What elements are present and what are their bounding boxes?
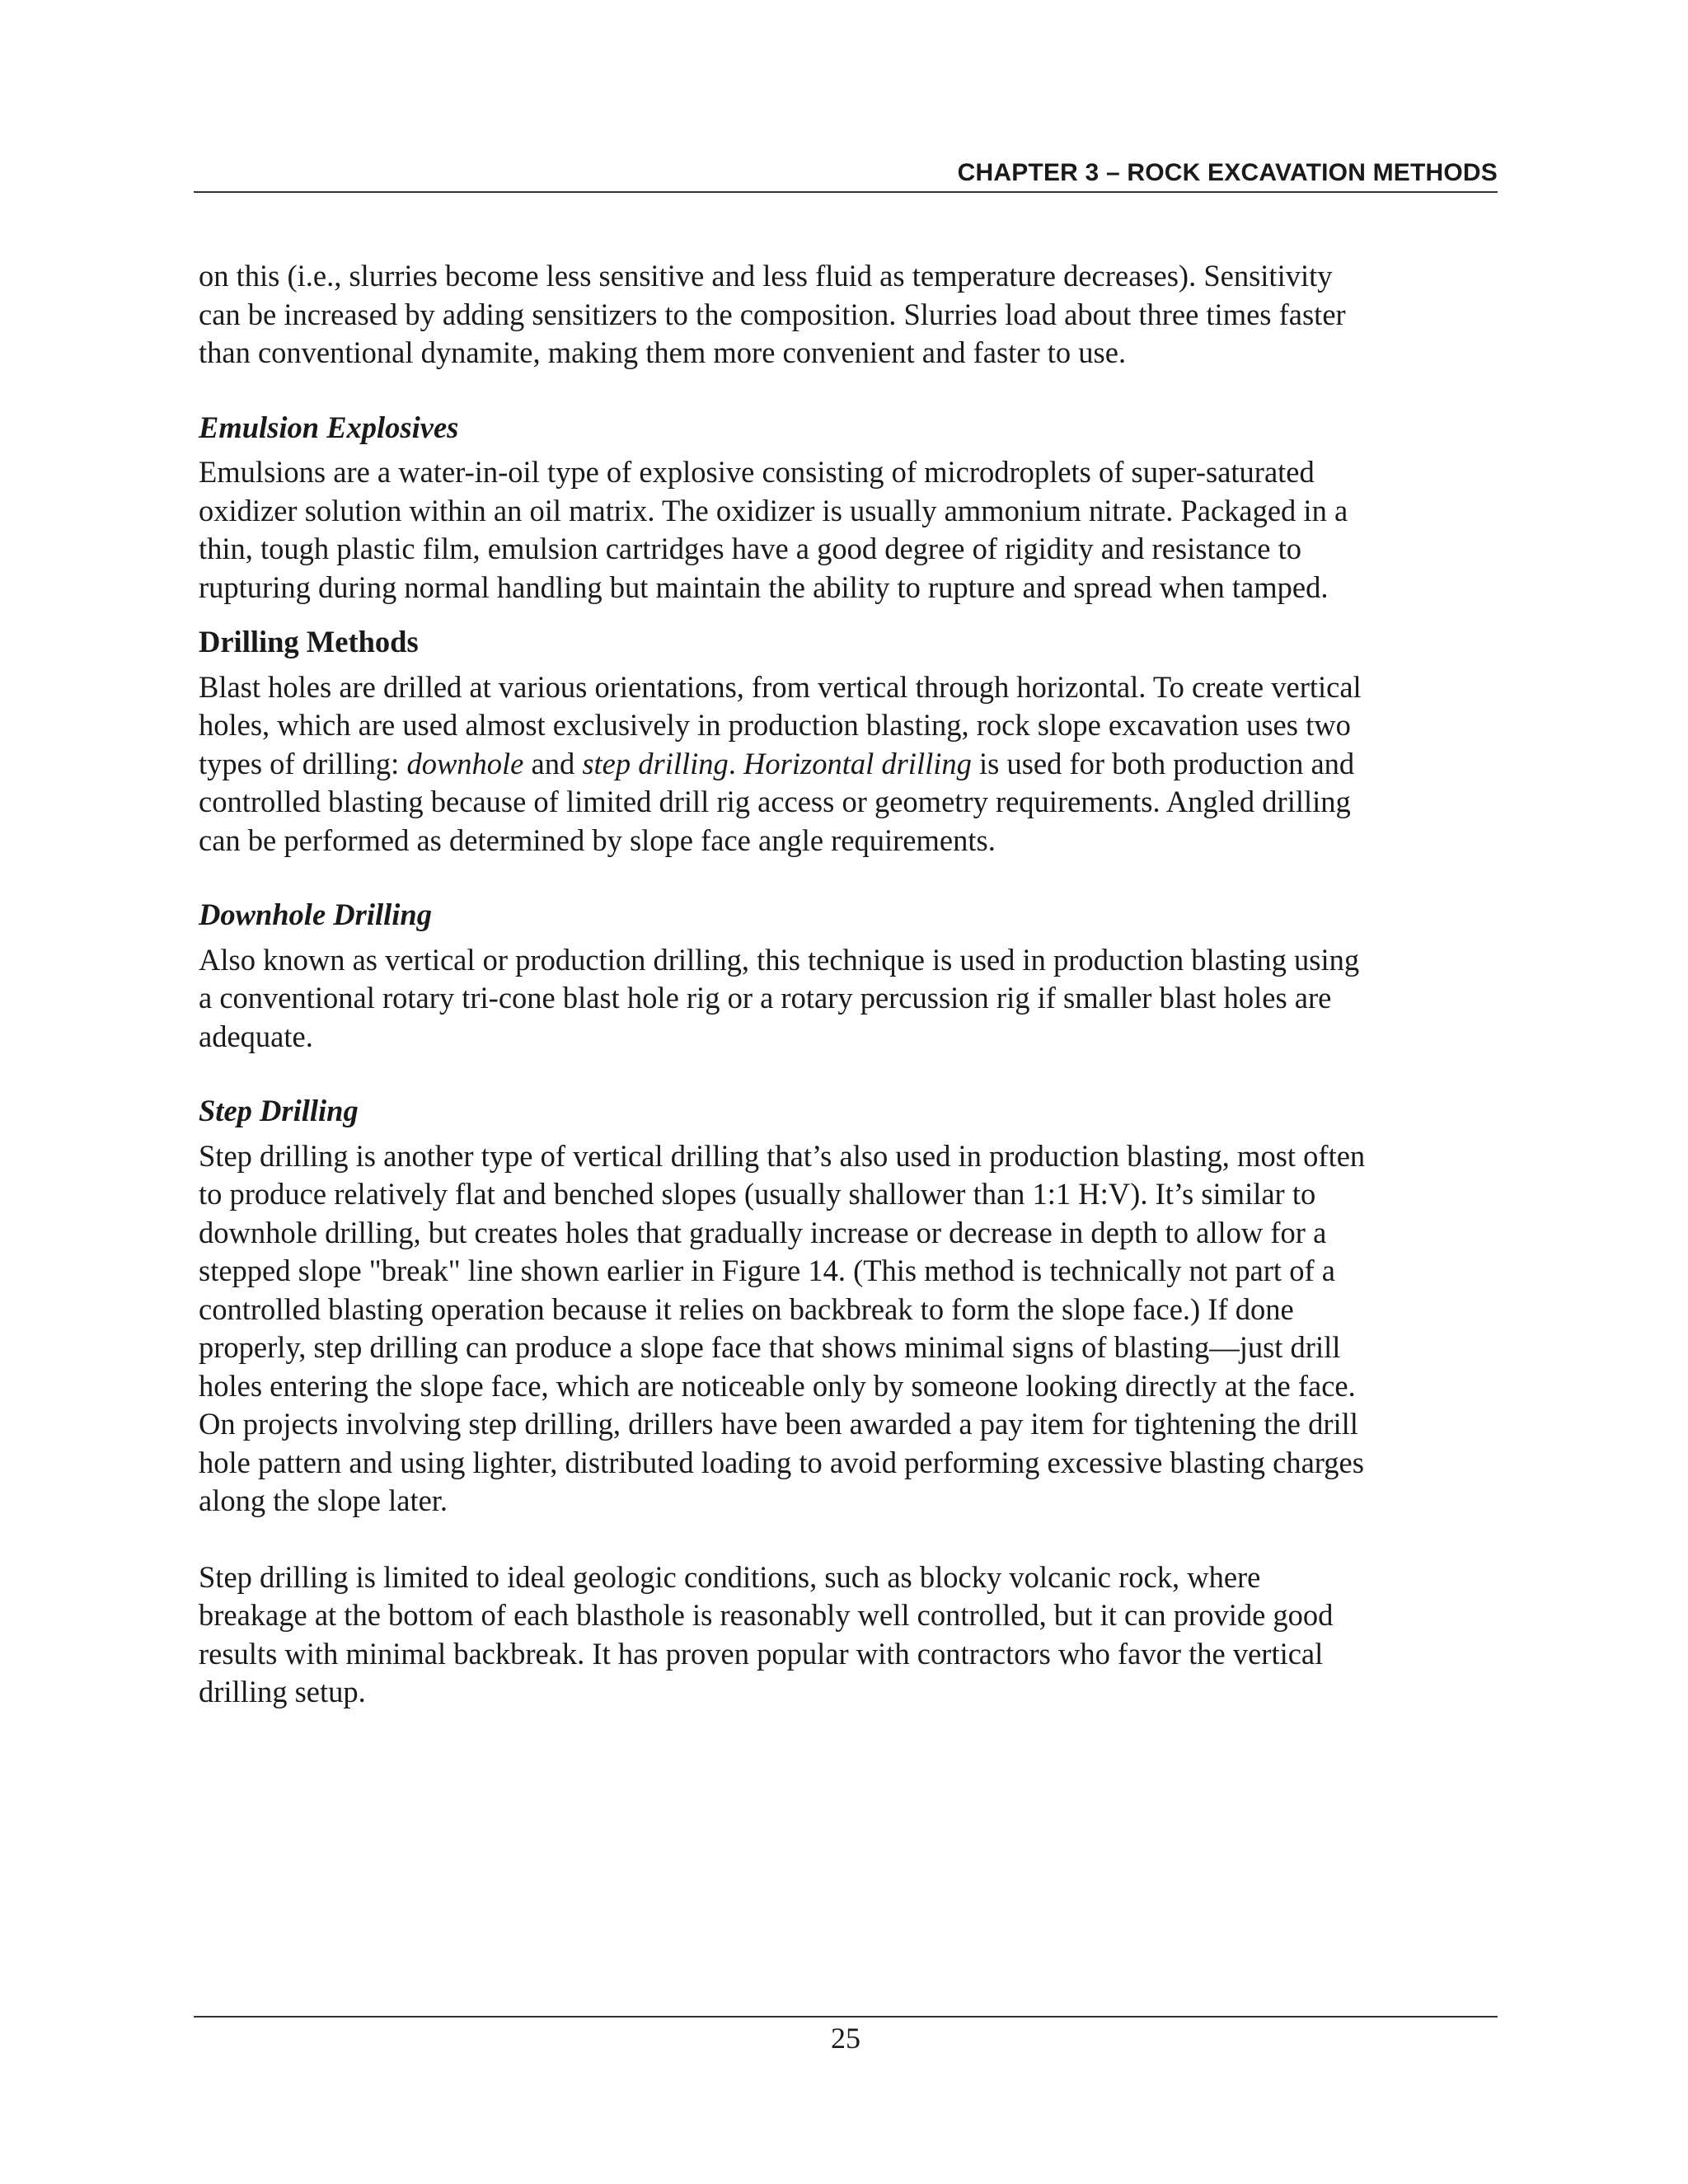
text-run: is used for both production and: [971, 746, 1355, 780]
text-line: Step drilling is another type of vertical drilling that’s also used in production blasting, most often: [199, 1138, 1366, 1173]
text-line: can be increased by adding sensitizers to the composition. Slurries load about three times faster: [199, 297, 1346, 331]
text-run: types of drilling:: [199, 746, 407, 780]
text-line: drilling setup.: [199, 1675, 366, 1708]
intro-paragraph: [199, 257, 1501, 373]
text-line: properly, step drilling can produce a slope face that shows minimal signs of blasting—just drill: [199, 1330, 1341, 1364]
text-line: results with minimal backbreak. It has proven popular with contractors who favor the vertical: [199, 1636, 1324, 1671]
text-line: a conventional rotary tri-cone blast hole rig or a rotary percussion rig if smaller blast holes are: [199, 981, 1332, 1015]
running-header: CHAPTER 3 – ROCK EXCAVATION METHODS: [957, 159, 1498, 186]
drilling-methods-paragraph: [199, 668, 1501, 860]
text-line: stepped slope "break" line shown earlier in Figure 14. (This method is technically not part of a: [199, 1254, 1335, 1287]
text-line: controlled blasting because of limited drill rig access or geometry requirements. Angled drilling: [199, 785, 1351, 818]
text-line: controlled blasting operation because it relies on backbreak to form the slope face.) If done: [199, 1291, 1294, 1326]
footer-rule: [194, 2016, 1498, 2018]
text-line: Also known as vertical or production drilling, this technique is used in production blasting using: [199, 942, 1360, 977]
downhole-paragraph: [199, 941, 1501, 1057]
text-line: breakage at the bottom of each blasthole is reasonably well controlled, but it can provide good: [199, 1598, 1334, 1632]
text-line: thin, tough plastic film, emulsion cartridges have a good degree of rigidity and resistance to: [199, 532, 1301, 565]
text-line: Blast holes are drilled at various orientations, from vertical through horizontal. To create vertical: [199, 669, 1362, 704]
text-line: Step drilling is limited to ideal geologic conditions, such as blocky volcanic rock, where: [199, 1559, 1261, 1594]
text-line: Emulsions are a water-in-oil type of explosive consisting of microdroplets of super-saturated: [199, 455, 1315, 489]
page-number: 25: [831, 2022, 860, 2055]
italic-term-horizontal-drilling: Horizontal drilling: [743, 746, 972, 780]
section-heading-step-drilling: Step Drilling: [199, 1094, 359, 1127]
text-line: oxidizer solution within an oil matrix. The oxidizer is usually ammonium nitrate. Packaged in a: [199, 493, 1348, 527]
text-line: rupturing during normal handling but maintain the ability to rupture and spread when tamped.: [199, 569, 1329, 604]
text-line: holes, which are used almost exclusively in production blasting, rock slope excavation uses two: [199, 708, 1351, 742]
section-heading-emulsion-explosives: Emulsion Explosives: [199, 410, 459, 444]
emulsion-paragraph: [199, 453, 1501, 607]
text-line: holes entering the slope face, which are noticeable only by someone looking directly at the face.: [199, 1368, 1356, 1403]
text-line: [199, 745, 1501, 784]
text-line: on this (i.e., slurries become less sensitive and less fluid as temperature decreases). Sensitivity: [199, 259, 1333, 293]
section-heading-drilling-methods: Drilling Methods: [199, 625, 419, 658]
text-line: hole pattern and using lighter, distributed loading to avoid performing excessive blasting charges: [199, 1445, 1364, 1479]
page-body: [199, 257, 1501, 1712]
text-run: and: [523, 746, 583, 780]
section-heading-downhole-drilling: Downhole Drilling: [199, 898, 432, 931]
step-drilling-paragraph-1: [199, 1137, 1501, 1521]
italic-term-step-drilling: step drilling: [582, 746, 729, 780]
text-run: .: [728, 746, 744, 780]
text-line: to produce relatively flat and benched slopes (usually shallower than 1:1 H:V). It’s similar to: [199, 1177, 1316, 1211]
text-line: adequate.: [199, 1019, 313, 1053]
italic-term-downhole: downhole: [406, 746, 524, 780]
text-line: along the slope later.: [199, 1483, 448, 1517]
text-line: downhole drilling, but creates holes that gradually increase or decrease in depth to allow for a: [199, 1215, 1327, 1249]
text-line: than conventional dynamite, making them more convenient and faster to use.: [199, 335, 1127, 369]
step-drilling-paragraph-2: [199, 1558, 1501, 1712]
text-line: can be performed as determined by slope face angle requirements.: [199, 823, 996, 857]
header-rule: [194, 191, 1498, 193]
text-line: On projects involving step drilling, drillers have been awarded a pay item for tightening the drill: [199, 1407, 1358, 1441]
